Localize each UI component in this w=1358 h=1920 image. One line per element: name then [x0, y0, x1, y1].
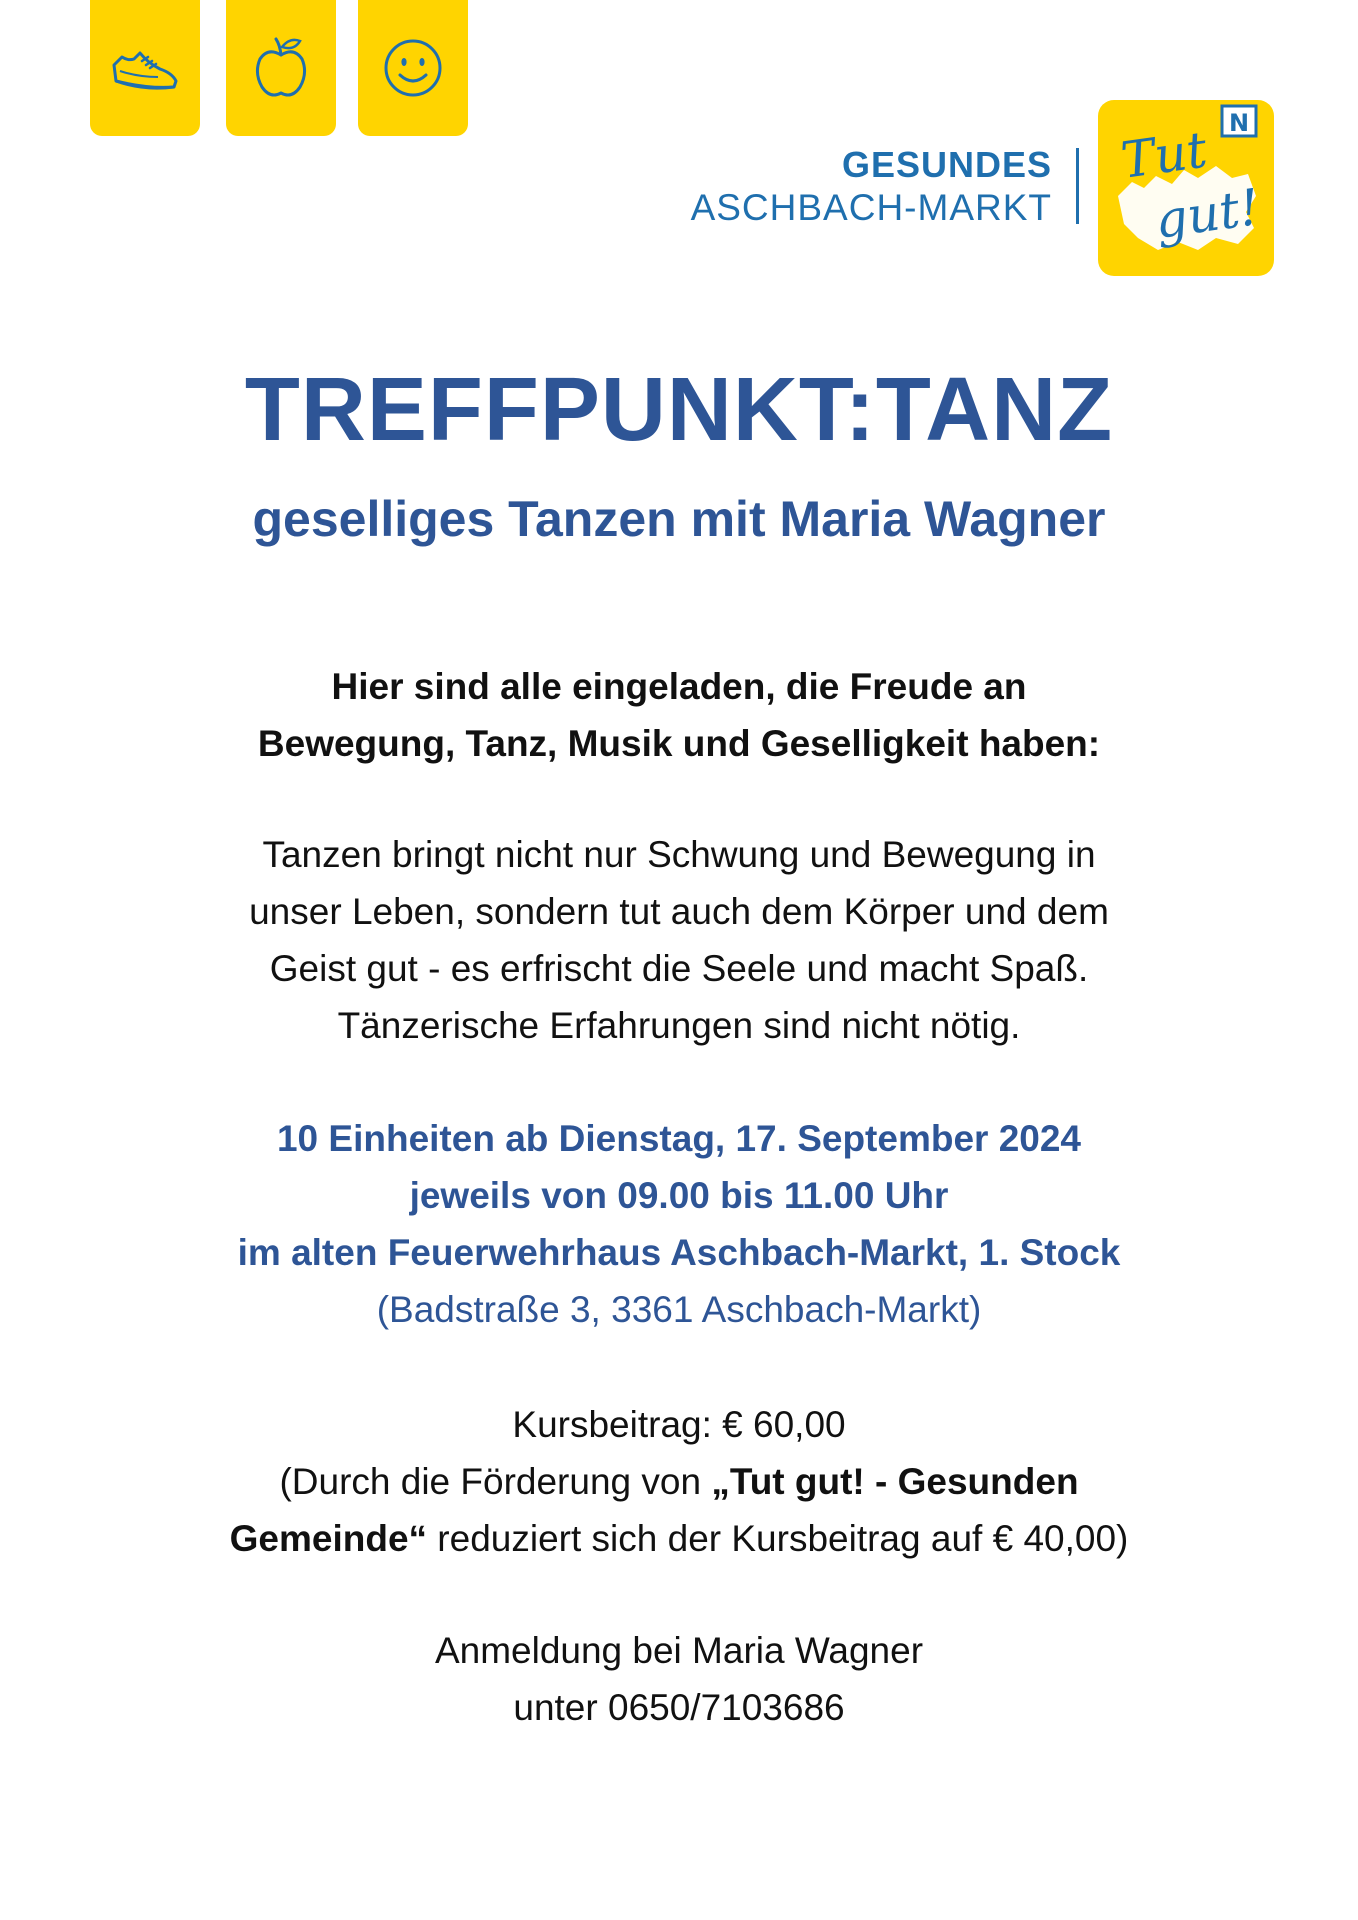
brand-line-gesundes: GESUNDES	[841, 144, 1052, 185]
fee-sponsor: „Tut gut! - Gesunden	[711, 1461, 1079, 1502]
description-line: Geist gut - es erfrischt die Seele und macht Spaß.	[269, 948, 1089, 989]
running-shoe-icon	[108, 31, 182, 105]
intro-line: Hier sind alle eingeladen, die Freude an	[331, 666, 1027, 707]
brand-divider	[1076, 148, 1079, 224]
fee-info	[0, 1396, 1358, 1567]
description-text	[0, 826, 1358, 1054]
apple-icon	[244, 31, 318, 105]
brand-name	[691, 144, 1052, 230]
intro-line: Bewegung, Tanz, Musik und Geselligkeit haben:	[257, 723, 1101, 764]
registration-phone: unter 0650/7103686	[513, 1687, 845, 1728]
registration-line: Anmeldung bei Maria Wagner	[434, 1630, 924, 1671]
page-title: TREFFPUNKT:TANZ	[244, 360, 1114, 460]
event-dates: 10 Einheiten ab Dienstag, 17. September 2024	[276, 1118, 1082, 1159]
logo-word-tut: Tut	[1117, 120, 1211, 190]
event-address: (Badstraße 3, 3361 Aschbach-Markt)	[376, 1289, 982, 1330]
page-subtitle: geselliges Tanzen mit Maria Wagner	[252, 491, 1106, 547]
description-line: unser Leben, sondern tut auch dem Körper und dem	[249, 891, 1109, 932]
description-line: Tanzen bringt nicht nur Schwung und Bewegung in	[262, 834, 1096, 875]
fee-sponsor-end: Gemeinde“	[229, 1518, 428, 1559]
tut-gut-logo	[1098, 100, 1274, 276]
registration-info	[0, 1622, 1358, 1736]
event-location: im alten Feuerwehrhaus Aschbach-Markt, 1. Stock	[237, 1232, 1121, 1273]
smiley-tile	[358, 0, 468, 136]
event-time: jeweils von 09.00 bis 11.00 Uhr	[409, 1175, 949, 1216]
fee-prefix: (Durch die Förderung von	[279, 1461, 712, 1502]
apple-tile	[226, 0, 336, 136]
fee-line	[0, 1510, 1358, 1567]
description-line: Tänzerische Erfahrungen sind nicht nötig.	[337, 1005, 1021, 1046]
fee-line: Kursbeitrag: € 60,00	[512, 1404, 846, 1445]
logo-word-gut: gut!	[1151, 177, 1264, 250]
brand-line-aschbach: ASCHBACH-MARKT	[690, 187, 1052, 228]
fee-line	[0, 1453, 1358, 1510]
event-details	[0, 1110, 1358, 1338]
shoe-tile	[90, 0, 200, 136]
fee-reduction: reduziert sich der Kursbeitrag auf € 40,00)	[427, 1518, 1129, 1559]
intro-text	[0, 658, 1358, 772]
smiley-icon	[376, 31, 450, 105]
brand-header	[660, 96, 1280, 280]
logo-badge: N	[1228, 109, 1250, 137]
